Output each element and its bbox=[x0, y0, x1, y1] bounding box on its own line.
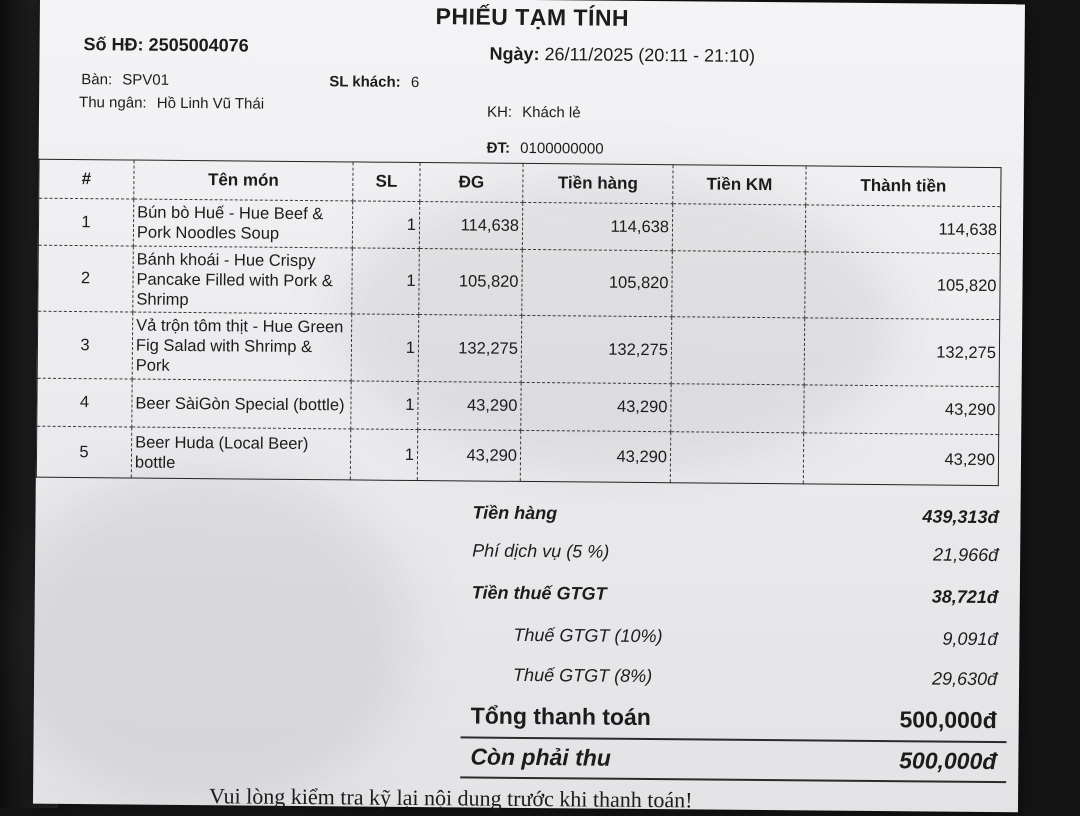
row-price: 105,820 bbox=[419, 249, 523, 316]
vat8-value: 29,630đ bbox=[931, 668, 998, 690]
service-fee-label: Phí dịch vụ (5 %) bbox=[472, 540, 610, 562]
row-item-name: Beer SàiGòn Special (bottle) bbox=[132, 379, 351, 429]
total-label: Tổng thanh toán bbox=[470, 702, 652, 731]
vat10-label: Thuế GTGT (10%) bbox=[513, 624, 663, 647]
customer-value: Khách lẻ bbox=[522, 103, 581, 122]
row-discount bbox=[671, 317, 805, 385]
summary-vat bbox=[472, 582, 998, 617]
vat10-value: 9,091đ bbox=[942, 628, 998, 650]
customer-label: KH: bbox=[486, 103, 513, 121]
row-price: 43,290 bbox=[418, 382, 521, 431]
row-index: 3 bbox=[37, 311, 133, 379]
row-amount: 105,820 bbox=[522, 249, 673, 316]
row-amount: 43,290 bbox=[521, 382, 671, 431]
row-qty: 1 bbox=[351, 381, 418, 430]
row-index: 5 bbox=[36, 426, 131, 478]
summary-service-fee bbox=[472, 540, 998, 575]
receipt-paper bbox=[33, 0, 1025, 812]
row-total: 132,275 bbox=[804, 318, 1000, 387]
col-header-amount: Tiền hàng bbox=[523, 163, 673, 203]
row-qty: 1 bbox=[352, 201, 419, 249]
amount-due-value: 500,000đ bbox=[899, 747, 997, 775]
row-discount bbox=[672, 251, 806, 318]
cashier-value: Hồ Linh Vũ Thái bbox=[156, 94, 265, 113]
table-label: Bàn: bbox=[81, 71, 113, 89]
summary-vat-10 bbox=[471, 624, 997, 659]
row-qty: 1 bbox=[350, 429, 417, 481]
summary-total bbox=[471, 702, 997, 741]
row-price: 43,290 bbox=[417, 430, 520, 482]
row-total: 43,290 bbox=[804, 385, 999, 435]
vat-label: Tiền thuế GTGT bbox=[471, 582, 607, 604]
row-total: 43,290 bbox=[803, 433, 998, 486]
subtotal-label: Tiền hàng bbox=[472, 502, 558, 524]
phone-value: 0100000000 bbox=[520, 139, 604, 158]
cashier-label: Thu ngân: bbox=[79, 94, 147, 112]
row-item-name: Bánh khoái - Hue Crispy Pancake Filled with Pork & Shrimp bbox=[133, 246, 353, 314]
invoice-date-value: 26/11/2025 (20:11 - 21:10) bbox=[544, 44, 756, 66]
row-price: 132,275 bbox=[418, 315, 522, 383]
guests-value: 6 bbox=[410, 73, 420, 92]
phone-info bbox=[487, 140, 604, 158]
row-discount bbox=[671, 384, 804, 433]
items-table bbox=[36, 159, 1002, 486]
vat-value: 38,721đ bbox=[931, 586, 998, 608]
table-value: SPV01 bbox=[122, 71, 170, 89]
row-item-name: Bún bò Huế - Hue Beef & Pork Noodles Soup bbox=[133, 199, 352, 248]
footer-note: Vui lòng kiểm tra kỹ lại nội dung trước khi thanh toán! bbox=[208, 783, 693, 813]
phone-label: ĐT: bbox=[486, 139, 511, 157]
summary-subtotal bbox=[472, 502, 998, 537]
col-header-discount: Tiền KM bbox=[673, 165, 806, 205]
col-header-name: Tên món bbox=[134, 160, 353, 201]
invoice-number-label: Số HĐ: bbox=[83, 34, 144, 55]
col-header-price: ĐG bbox=[420, 163, 523, 203]
row-item-name: Vả trộn tôm thịt - Hue Green Fig Salad with Shrimp & Pork bbox=[132, 312, 352, 381]
invoice-number bbox=[84, 34, 249, 56]
row-qty: 1 bbox=[352, 248, 420, 315]
summary-vat-8 bbox=[471, 664, 997, 699]
customer-info bbox=[487, 104, 581, 122]
table-row bbox=[37, 378, 999, 434]
invoice-number-value: 2505004076 bbox=[148, 34, 249, 56]
row-item-name: Beer Huda (Local Beer) bottle bbox=[131, 427, 350, 480]
row-amount: 132,275 bbox=[521, 315, 672, 383]
guests-label: SL khách: bbox=[329, 73, 401, 91]
amount-due-label: Còn phải thu bbox=[470, 743, 612, 771]
row-discount bbox=[670, 432, 803, 484]
cashier-info bbox=[79, 94, 264, 113]
table-info bbox=[81, 71, 169, 89]
row-amount: 114,638 bbox=[522, 202, 672, 250]
table-row bbox=[37, 311, 1000, 386]
receipt-title: PHIẾU TẠM TÍNH bbox=[435, 3, 630, 31]
row-index: 1 bbox=[38, 198, 133, 246]
table-row bbox=[38, 245, 1001, 319]
service-fee-value: 21,966đ bbox=[933, 544, 999, 566]
row-index: 4 bbox=[37, 378, 132, 427]
vat8-label: Thuế GTGT (8%) bbox=[513, 664, 653, 687]
col-header-index: # bbox=[39, 159, 134, 199]
col-header-total: Thành tiền bbox=[806, 166, 1001, 207]
invoice-date bbox=[489, 44, 755, 67]
row-discount bbox=[672, 204, 805, 252]
row-total: 105,820 bbox=[805, 252, 1001, 320]
photo-shadow bbox=[0, 465, 416, 809]
row-total: 114,638 bbox=[805, 205, 1000, 254]
table-row bbox=[38, 198, 1000, 253]
row-amount: 43,290 bbox=[520, 430, 670, 482]
table-row bbox=[36, 426, 998, 485]
guests-info bbox=[329, 73, 419, 91]
row-qty: 1 bbox=[351, 314, 419, 382]
row-price: 114,638 bbox=[419, 202, 522, 250]
subtotal-value: 439,313đ bbox=[922, 506, 999, 528]
invoice-date-label: Ngày: bbox=[489, 43, 540, 65]
summary-section bbox=[470, 502, 999, 775]
col-header-qty: SL bbox=[353, 162, 420, 202]
row-index: 2 bbox=[38, 245, 134, 312]
total-value: 500,000đ bbox=[899, 706, 997, 734]
